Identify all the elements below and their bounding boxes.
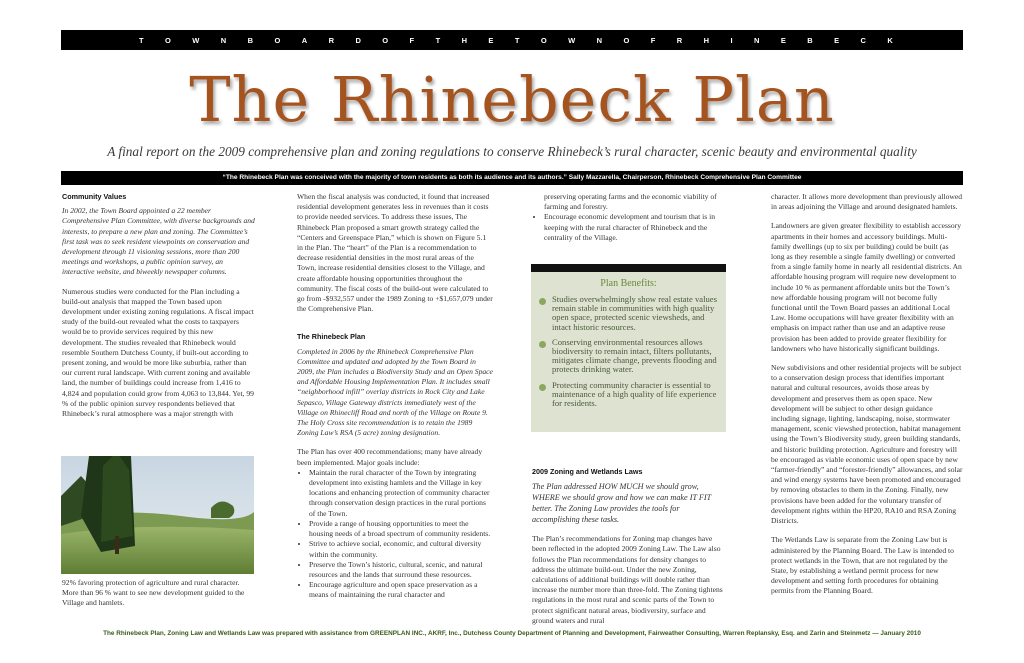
- goals-list: [297, 468, 493, 601]
- quote-banner: “The Rhinebeck Plan was conceived with the majority of town residents as both its audience and its authors.” Sally Mazzarella, Chairperson, Rhinebeck Comprehensive Plan Committee: [61, 171, 963, 185]
- list-item: • Encourage agriculture and open space preservation as a means of maintaining the rural character and: [309, 580, 493, 600]
- body-paragraph: preserving operating farms and the economic viability of farming and forestry.: [544, 192, 717, 212]
- benefit-item: [539, 338, 718, 375]
- banner-letter: E: [834, 35, 840, 45]
- benefit-item: [539, 381, 718, 409]
- section-heading: Community Values: [62, 192, 127, 201]
- body-paragraph: Numerous studies were conducted for the Plan including a build-out analysis that mapped the Town based upon development under existing zoning regulations. A fiscal impact study of the build-out revealed what the costs to taxpayers would be to provide services required by this new development. The studies revealed that Rhinebeck would resemble Southern Dutchess County, if built-out according to present zoning, and would be more like suburbia, rather than our current rural landscape. With current zoning and available land, the number of buildings could increase from 1,416 to 4,824 and population could grow from 4,063 to 13,844. Yet, 99 % of the public opinion survey respondents believed that Rhinebeck’s rural atmosphere was a major strength with: [62, 286, 254, 419]
- intro-paragraph: Completed in 2006 by the Rhinebeck Comprehensive Plan Committee and updated and adopted by the Town Board in 2009, the Plan includes a Biodiversity Study and an Open Space and Affordable Housing Implementation Plan. It includes small “neighborhood infill” overlay districts in Rock City and Lake Sepasco, Village Gateway districts immediately west of the Village on Rhinecliff Road and north of the Village on Route 9. The Holy Cross site recommendation is to retain the 1989 Zoning Law’s RSA (5 acre) zoning designation.: [297, 346, 493, 438]
- list-item: • Preserve the Town’s historic, cultural, scenic, and natural resources and the lands that surround these resources.: [309, 560, 493, 580]
- banner-letter: W: [568, 35, 576, 45]
- banner-letter: W: [192, 35, 200, 45]
- column-rhinebeck-plan: [297, 192, 493, 607]
- column-community-values-cont: [62, 578, 256, 618]
- banner-letter: D: [355, 35, 361, 45]
- benefits-title: Plan Benefits:: [600, 278, 657, 289]
- list-item: • Encourage economic development and tourism that is in keeping with the rural character of Rhinebeck and the centrality of the Village.: [544, 212, 728, 243]
- body-paragraph: When the fiscal analysis was conducted, it found that increased residential development generates less in revenues than it costs to provide needed services. To address these issues, The Rhinebeck Plan proposed a smart growth strategy called the “Centers and Greenspace Plan,” which is shown on Figure 5.1 in the Plan. The “heart” of the Plan is a recommendation to decrease residential densities in the most rural areas of the Town, increase residential densities closest to the Village, and create affordable housing opportunities throughout the community. The fiscal costs of the build-out were calculated to go from -$932,557 under the 1989 Zoning to +$1,657,079 under the Comprehensive Plan.: [297, 192, 493, 314]
- body-paragraph: 92% favoring protection of agriculture and rural character. More than 96 % want to see new development guided to the Village and hamlets.: [62, 578, 245, 608]
- body-paragraph: Landowners are given greater flexibility to establish accessory apartments in their homes and accessory buildings. Multi-family dwellings (up to six per building) could be built (as long as they resemble a single family dwelling) or converted from a single family home in nearly all residential districts. An affordable housing program will require new development to include 10 % as permanent affordable units but the Town’s new affordable housing program will not become fully functional until the Town Board passes an additional Local Law. Home occupations will have greater flexibility with an emphasis on impact rather than use and an adaptive reuse provision has been added to provide greater flexibility for landowners who have historically significant buildings.: [771, 221, 962, 353]
- column-community-values: [62, 192, 256, 428]
- body-paragraph: The Plan has over 400 recommendations; many have already been implemented. Major goals include:: [297, 447, 483, 467]
- section-heading: The Rhinebeck Plan: [297, 332, 366, 342]
- banner-letter: H: [461, 35, 467, 45]
- banner-letter: O: [274, 35, 281, 45]
- list-item: • Provide a range of housing opportunities to meet the housing needs of a broad spectrum of community residents.: [309, 519, 493, 539]
- benefit-text: Conserving environmental resources allows biodiversity to remain intact, filters pollutants, mitigates climate change, prevents flooding and protects drinking water.: [552, 336, 717, 375]
- page-subtitle: A final report on the 2009 comprehensive plan and zoning regulations to conserve Rhinebeck’s rural character, scenic beauty and environmental quality: [107, 144, 917, 159]
- bullet-dot-icon: [539, 384, 546, 391]
- banner-letter: E: [488, 35, 494, 45]
- intro-paragraph: The Plan addressed HOW MUCH we should grow, WHERE we should grow and how we can make IT FIT better. The Zoning Law provides the tools for accomplishing these tasks.: [532, 482, 712, 525]
- banner-letter: H: [703, 35, 710, 45]
- banner-letter: N: [596, 35, 603, 45]
- benefit-item: [539, 295, 718, 332]
- goals-list-cont: [532, 212, 728, 243]
- banner-letter: B: [807, 35, 813, 45]
- plan-benefits-box: [531, 264, 726, 432]
- benefit-text: Studies overwhelmingly show real estate values remain stable in communities with high quality open space, protected scenic viewsheds, and intact historic resources.: [552, 294, 717, 332]
- column-zoning-top: [532, 192, 728, 249]
- banner-letter: T: [139, 35, 144, 45]
- banner-letter: I: [730, 35, 733, 45]
- banner-letter: R: [328, 35, 335, 45]
- body-paragraph: The Plan’s recommendations for Zoning map changes have been reflected in the adopted 2009 Zoning Law. The Law also follows the Plan recommendations for density changes to address the ultimate build-out. Under the new Zoning, calculations of additional buildings will double rather than increase the number more than three-fold. The Zoning tightens regulations in the most rural and scenic parts of the Town to protect significant natural areas, biodiversity, surface and ground waters and rural: [532, 534, 723, 625]
- banner-letter: O: [382, 35, 389, 45]
- body-paragraph: New subdivisions and other residential projects will be subject to a conservation design process that identifies important natural and cultural resources, avoids those areas by development and preserves them as open space. New development will be subject to other design guidance including signage, lighting, landscaping, noise, stormwater management, scenic viewshed protection, habitat management using the Town’s Biodiversity study, green building standards, and historic building protection. Agriculture and forestry will be encouraged as viable economic uses of open space by new “farmer-friendly” and “forester-friendly” allowances, and solar and wind energy systems have been promoted and encouraged by removing obstacles to them in the Zoning. Finally, new provisions have been added for the voluntary transfer of development rights within the HP20, RA10 and RSA Zoning Districts.: [771, 363, 963, 526]
- list-item: • Maintain the rural character of the Town by integrating development into existing hamlets and the Village in key locations and enhancing protection of community character through conservation design practices in the rural portions of the Town.: [309, 468, 493, 519]
- banner-letter: F: [650, 35, 656, 45]
- banner-letter: N: [753, 35, 760, 45]
- list-item: • Strive to achieve social, economic, and cultural diversity within the community.: [309, 539, 493, 559]
- banner-letter: F: [409, 35, 415, 45]
- banner-letter: E: [780, 35, 786, 45]
- bullet-dot-icon: [539, 341, 546, 348]
- banner-letter: R: [676, 35, 683, 45]
- banner-letter: B: [247, 35, 254, 45]
- section-heading: 2009 Zoning and Wetlands Laws: [532, 467, 643, 476]
- banner-letter: K: [887, 35, 893, 45]
- credits-footer: The Rhinebeck Plan, Zoning Law and Wetlands Law was prepared with assistance from GREENPLAN INC., AKRF, Inc., Dutchess County Department of Planning and Development, Fairweather Consulting, Warren Replansky, Esq. and Zarin and Steinmetz — January 2010: [103, 630, 921, 637]
- page-title: The Rhinebeck Plan: [189, 63, 835, 136]
- intro-paragraph: In 2002, the Town Board appointed a 22 member Comprehensive Plan Committee, with diverse backgrounds and interests, to prepare a new plan and zoning. The Committee’s first task was to seek resident viewpoints on conservation and development through 11 visioning sessions, more than 200 meetings and workshops, a public opinion survey, an interactive website, and biweekly newspaper columns.: [62, 206, 255, 277]
- town-board-banner: [61, 30, 963, 50]
- banner-letter: A: [301, 35, 308, 45]
- column-zoning-laws: [532, 467, 728, 635]
- banner-letter: O: [540, 35, 547, 45]
- bullet-dot-icon: [539, 298, 546, 305]
- banner-letter: N: [220, 35, 227, 45]
- column-zoning-details: [771, 192, 963, 606]
- landscape-photo: [61, 456, 254, 574]
- body-paragraph: The Wetlands Law is separate from the Zoning Law but is administered by the Planning Board. The Law is intended to protect wetlands in the Town, that are not regulated by the State, by establishing a wetland permit process for new development and setting forth procedures for obtaining permits from the Planning Board.: [771, 535, 954, 596]
- body-paragraph: character. It allows more development than previously allowed in areas adjoining the Village and around designated hamlets.: [771, 192, 963, 212]
- banner-letter: T: [435, 35, 441, 45]
- benefit-text: Protecting community character is essential to maintenance of a high quality of life experience for residents.: [552, 379, 717, 409]
- banner-letter: T: [514, 35, 520, 45]
- banner-letter: O: [623, 35, 630, 45]
- banner-letter: O: [165, 35, 171, 45]
- banner-letter: C: [860, 35, 866, 45]
